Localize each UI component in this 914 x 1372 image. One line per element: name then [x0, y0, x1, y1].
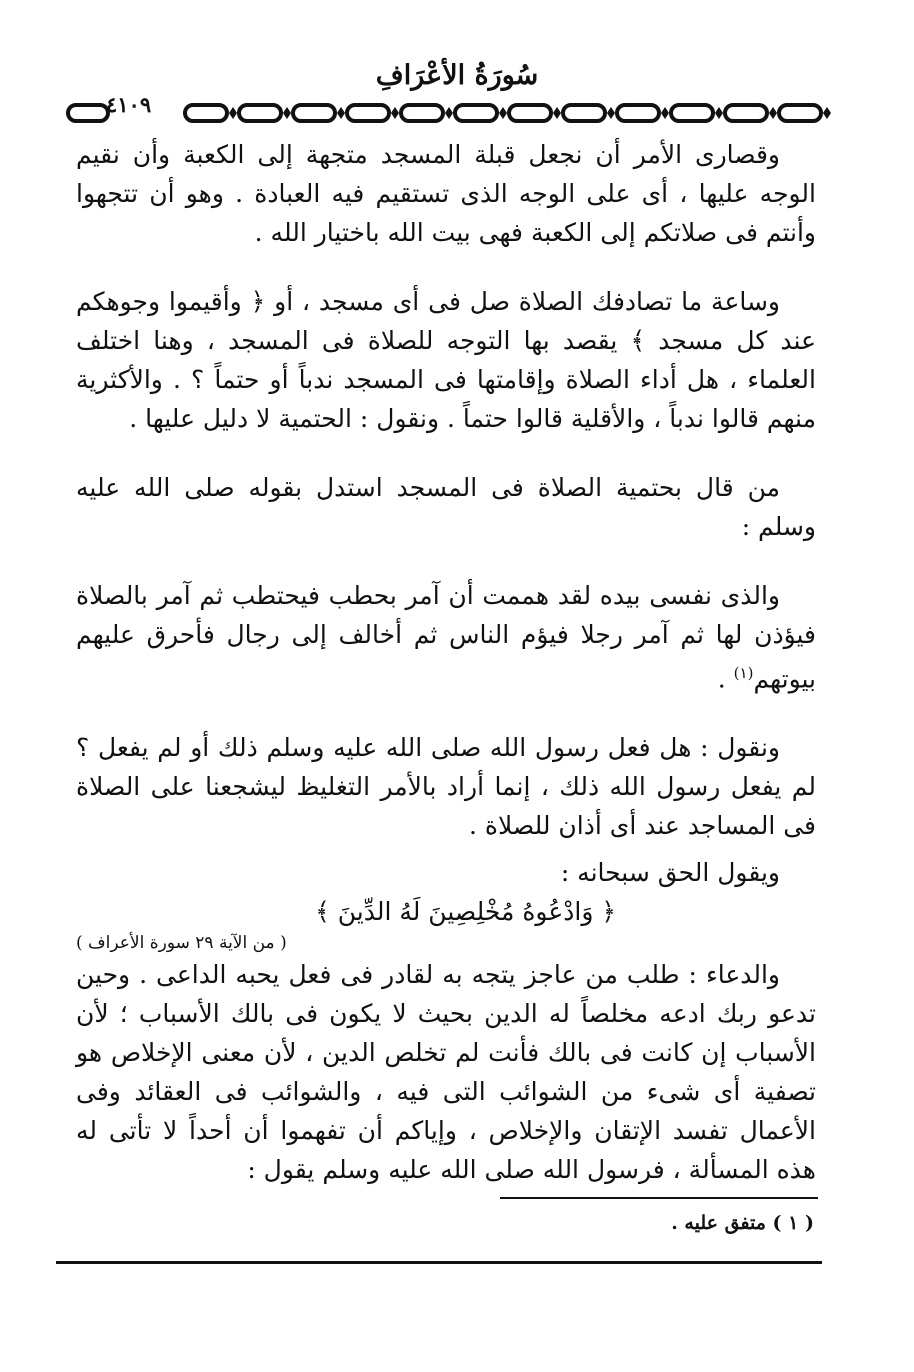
footnote-text: ( ١ ) متفق عليه . — [671, 1212, 814, 1234]
paragraph-6: ويقول الحق سبحانه : — [560, 858, 780, 888]
body-text — [76, 135, 816, 1189]
page-bottom-rule — [56, 1261, 822, 1264]
hadith-end: . — [717, 664, 734, 694]
paragraph-5: ونقول : هل فعل رسول الله صلى الله عليه وسلم ذلك أو لم يفعل ؟ لم يفعل رسول الله ذلك ، إنما أراد بالأمر التغليظ ليشجعنا على الصلاة فى المساجد عند أى أذان للصلاة . — [76, 733, 816, 841]
paragraph-1: وقصارى الأمر أن نجعل قبلة المسجد متجهة إلى الكعبة وأن نقيم الوجه عليها ، أى على الوجه الذى تستقيم فيه العبادة . وهو أن تتجهوا وأنتم فى صلاتكم إلى الكعبة فهى بيت الله باختيار الله . — [76, 140, 816, 247]
verse-reference: ( من الآية ٢٩ سورة الأعراف ) — [76, 933, 287, 954]
paragraph-3: من قال بحتمية الصلاة فى المسجد استدل بقوله صلى الله عليه وسلم : — [76, 473, 816, 541]
footnote-marker: (١) — [733, 664, 754, 682]
surah-title: سُورَةُ الأعْرَافِ — [375, 60, 539, 91]
page-number: ٤١٠٩ — [106, 92, 152, 117]
paragraph-2: وساعة ما تصادفك الصلاة صل فى أى مسجد ، أو ﴿ وأقيموا وجوهكم عند كل مسجد ﴾ يقصد بها التوجه للصلاة فى المسجد ، وهنا اختلف العلماء ، هل أداء الصلاة وإقامتها فى المسجد ندباً أو حتماً ؟ . والأكثرية منهم قالوا ندباً ، والأقلية قالوا حتماً . ونقول : الحتمية لا دليل عليها . — [76, 287, 816, 433]
header-ornament-border — [60, 100, 836, 126]
quran-verse: ﴿ وَادْعُوهُ مُخْلِصِينَ لَهُ الدِّينَ ﴾ — [315, 897, 616, 927]
footnote-divider — [500, 1197, 818, 1199]
paragraph-4-hadith — [76, 576, 816, 698]
hadith-text: والذى نفسى بيده لقد هممت أن آمر بحطب فيحتطب ثم آمر بالصلاة فيؤذن لها ثم آمر رجلا فيؤم الناس ثم أخالف إلى رجال فأحرق عليهم بيوتهم — [76, 581, 816, 694]
paragraph-7: والدعاء : طلب من عاجز يتجه به لقادر فى فعل يحبه الداعى . وحين تدعو ربك ادعه مخلصاً له الدين بحيث لا يكون فى بالك الأسباب ؛ لأن الأسباب إن كانت فى بالك فأنت لم تخلص الدين ، لأن معنى الإخلاص هو تصفية أى شىء من الشوائب التى فيه ، والشوائب فى العقائد وفى الأعمال تفسد الإتقان والإخلاص ، وإياكم أن تفهموا أن أحداً لا تأتى له هذه المسألة ، فرسول الله صلى الله عليه وسلم يقول : — [76, 960, 816, 1185]
